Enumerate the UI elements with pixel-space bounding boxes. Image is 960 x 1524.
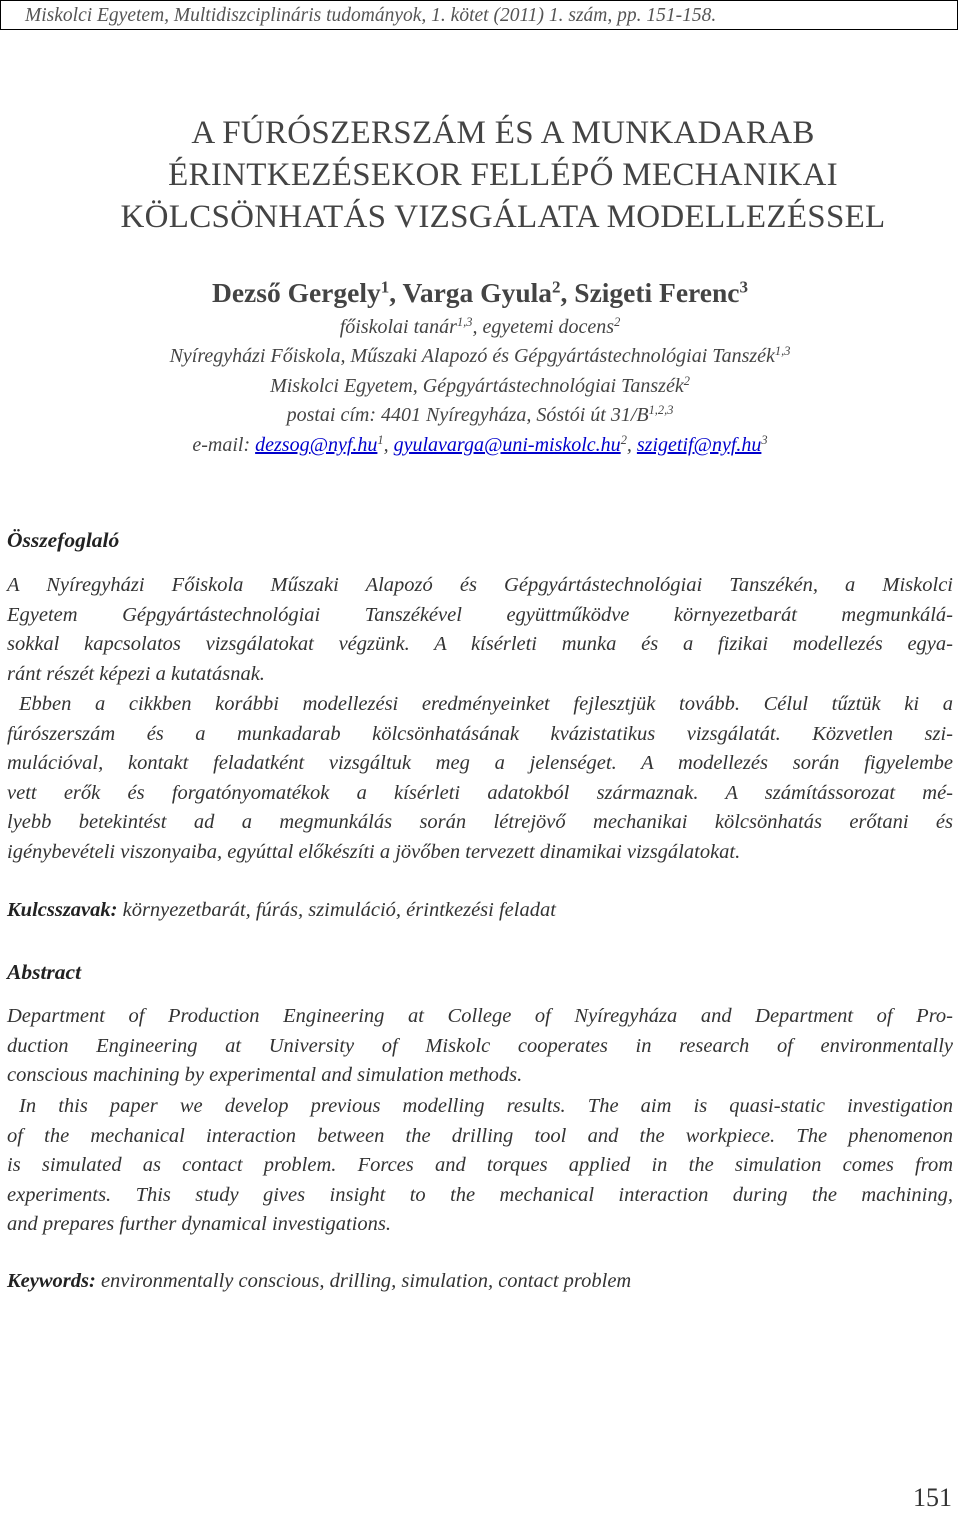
text-line: fúrószerszám és a munkadarab kölcsönhatásának kvázistatikus vizsgálatát. Közvetlen szi- xyxy=(7,722,953,745)
author-separator: , xyxy=(389,277,403,308)
text-line: In this paper we develop previous modelling results. The aim is quasi-static investigation xyxy=(19,1095,953,1117)
text-line: Ebben a cikkben korábbi modellezési eredményeinket fejlesztjük tovább. Célul tűztük ki a xyxy=(19,693,953,715)
text-line: Egyetem Gépgyártástechnológiai Tanszékével együttműködve környezetbarát megmunkálá- xyxy=(7,603,953,626)
kulcsszavak-label: Kulcsszavak: xyxy=(7,899,118,921)
affiliation-college xyxy=(0,345,960,368)
email-link[interactable]: szigetif@nyf.hu xyxy=(636,434,762,456)
author-roles xyxy=(0,316,960,339)
keywords-line xyxy=(7,1270,631,1293)
email-separator: , xyxy=(626,434,637,456)
title-line: A FÚRÓSZERSZÁM ÉS A MUNKADARAB xyxy=(191,115,815,151)
affiliation-text: Nyíregyházi Főiskola, Műszaki Alapozó és Gépgyártástechnológiai Tanszék xyxy=(169,345,775,367)
author-separator: , xyxy=(560,277,575,308)
kulcsszavak-text: környezetbarát, fúrás, szimuláció, érintkezési feladat xyxy=(117,899,556,921)
role-mark: 1,3 xyxy=(456,315,473,330)
text-line: A Nyíregyházi Főiskola Műszaki Alapozó és Gépgyártástechnológiai Tanszékén, a Miskolci xyxy=(7,574,953,596)
email-line xyxy=(0,434,960,457)
email-mark: 2 xyxy=(620,433,627,448)
text-line: vett erők és forgatónyomatékok a kísérleti adatokból származnak. A számítássorozat mé- xyxy=(7,781,953,804)
email-separator: , xyxy=(383,434,394,456)
title-line: ÉRINTKEZÉSEKOR FELLÉPŐ MECHANIKAI xyxy=(168,157,838,193)
text-line: duction Engineering at University of Miskolc cooperates in research of environmentally xyxy=(7,1034,953,1057)
abstract-heading: Abstract xyxy=(7,960,82,984)
osszefoglalo-paragraph xyxy=(7,690,953,867)
text-line: igénybevételi viszonyaiba, egyúttal előkészíti a jövőben tervezett dinamikai vizsgálatokat. xyxy=(7,840,741,863)
role-text: főiskolai tanár xyxy=(339,316,457,338)
osszefoglalo-heading: Összefoglaló xyxy=(7,528,120,552)
paper-title xyxy=(0,112,960,238)
affiliation-mark: 1,3 xyxy=(774,344,791,359)
text-line: Department of Production Engineering at College of Nyíregyháza and Department of Pro- xyxy=(7,1005,953,1027)
text-line: of the mechanical interaction between the drilling tool and the workpiece. The phenomenon xyxy=(7,1124,953,1147)
email-mark: 1 xyxy=(377,433,384,448)
author-name: Dezső Gergely xyxy=(211,277,381,308)
postal-text: postai cím: 4401 Nyíregyháza, Sóstói út 31/B xyxy=(286,404,649,426)
affiliation-text: Miskolci Egyetem, Gépgyártástechnológiai Tanszék xyxy=(270,375,684,397)
affiliation-mark: 2 xyxy=(683,374,690,389)
text-line: ránt részét képezi a kutatásnak. xyxy=(7,662,265,685)
affiliation-university xyxy=(0,375,960,398)
keywords-label: Keywords: xyxy=(7,1270,96,1292)
author-affiliation-mark: 2 xyxy=(552,277,561,297)
email-label: e-mail: xyxy=(192,434,256,456)
email-link[interactable]: gyulavarga@uni-miskolc.hu xyxy=(393,434,621,456)
author-name: Varga Gyula xyxy=(402,277,553,308)
author-list xyxy=(0,277,960,309)
running-header xyxy=(0,0,958,30)
author-affiliation-mark: 1 xyxy=(380,277,390,297)
running-head-text: Miskolci Egyetem, Multidiszciplináris tudományok, 1. kötet (2011) 1. szám, pp. 151-158. xyxy=(25,5,717,26)
title-line: KÖLCSÖNHATÁS VIZSGÁLATA MODELLEZÉSSEL xyxy=(120,199,886,235)
author-affiliation-mark: 3 xyxy=(739,277,748,297)
author-name: Szigeti Ferenc xyxy=(574,277,740,308)
text-line: sokkal kapcsolatos vizsgálatokat végzünk. A kísérleti munka és a fizikai modellezés egya- xyxy=(7,633,953,655)
email-mark: 3 xyxy=(761,433,768,448)
text-line: lyebb betekintést ad a megmunkálás során létrejövő mechanikai kölcsönhatás erőtani és xyxy=(7,811,953,833)
abstract-paragraph xyxy=(7,1092,953,1240)
text-line: experiments. This study gives insight to the mechanical interaction during the machining, xyxy=(7,1183,953,1206)
role-mark: 2 xyxy=(614,315,621,330)
text-line: and prepares further dynamical investigations. xyxy=(7,1213,391,1235)
postal-mark: 1,2,3 xyxy=(648,403,674,418)
page-number: 151 xyxy=(913,1483,952,1512)
role-text: , egyetemi docens xyxy=(472,316,615,338)
kulcsszavak-line xyxy=(7,899,556,922)
text-line: conscious machining by experimental and simulation methods. xyxy=(7,1064,523,1086)
text-line: is simulated as contact problem. Forces and torques applied in the simulation comes from xyxy=(7,1154,953,1176)
abstract-paragraph xyxy=(7,1002,953,1091)
postal-address xyxy=(0,404,960,427)
text-line: mulációval, kontakt feladatként vizsgáltuk meg a jelenséget. A modellezés során figyelembe xyxy=(7,752,953,774)
email-link[interactable]: dezsog@nyf.hu xyxy=(255,434,378,456)
osszefoglalo-paragraph xyxy=(7,571,953,689)
keywords-text: environmentally conscious, drilling, simulation, contact problem xyxy=(95,1270,632,1292)
